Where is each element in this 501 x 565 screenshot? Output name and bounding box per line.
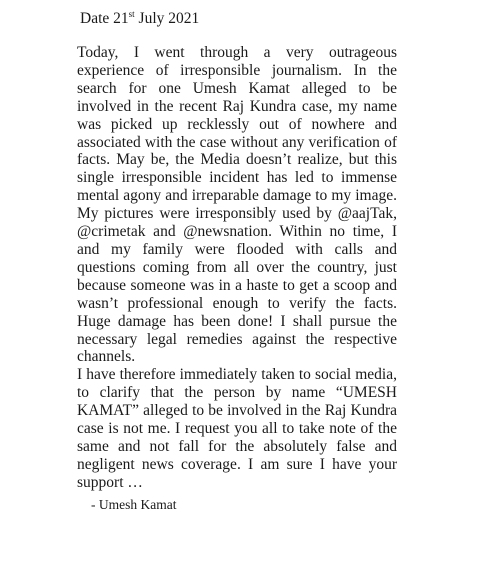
date-label: Date 21 <box>80 10 129 27</box>
signature: - Umesh Kamat <box>91 496 177 512</box>
paragraph-incident: Today, I went through a very outrageous experience of irresponsible journalism. In the search for one Umesh Kamat alleged to be involved in the recent Raj Kundra case, my name was picked up recklessly out of nowhere and associated with the case without any verification of facts. May be, the Media doesn’t realize, but this single irresponsible incident has led to immense mental agony and irreparable damage to my image. My pictures were irresponsibly used by @aajTak, @crimetak and @newsnation. Within no time, I and my family were flooded with calls and questions coming from all over the country, just because someone was in a haste to get a scoop and wasn’t professional enough to verify the facts. Huge damage has been done! I shall pursue the necessary legal remedies against the respective channels. <box>77 44 397 366</box>
paragraph-clarification: I have therefore immediately taken to social media, to clarify that the person by name “UMESH KAMAT” alleged to be involved in the Raj Kundra case is not me. I request you all to take note of the same and not fall for the absolutely false and negligent news coverage. I am sure I have your support … <box>77 366 397 491</box>
date-month-year: July 2021 <box>134 10 200 27</box>
date-ordinal-suffix: st <box>128 9 135 19</box>
date-line <box>80 9 397 28</box>
statement-document <box>77 9 397 514</box>
